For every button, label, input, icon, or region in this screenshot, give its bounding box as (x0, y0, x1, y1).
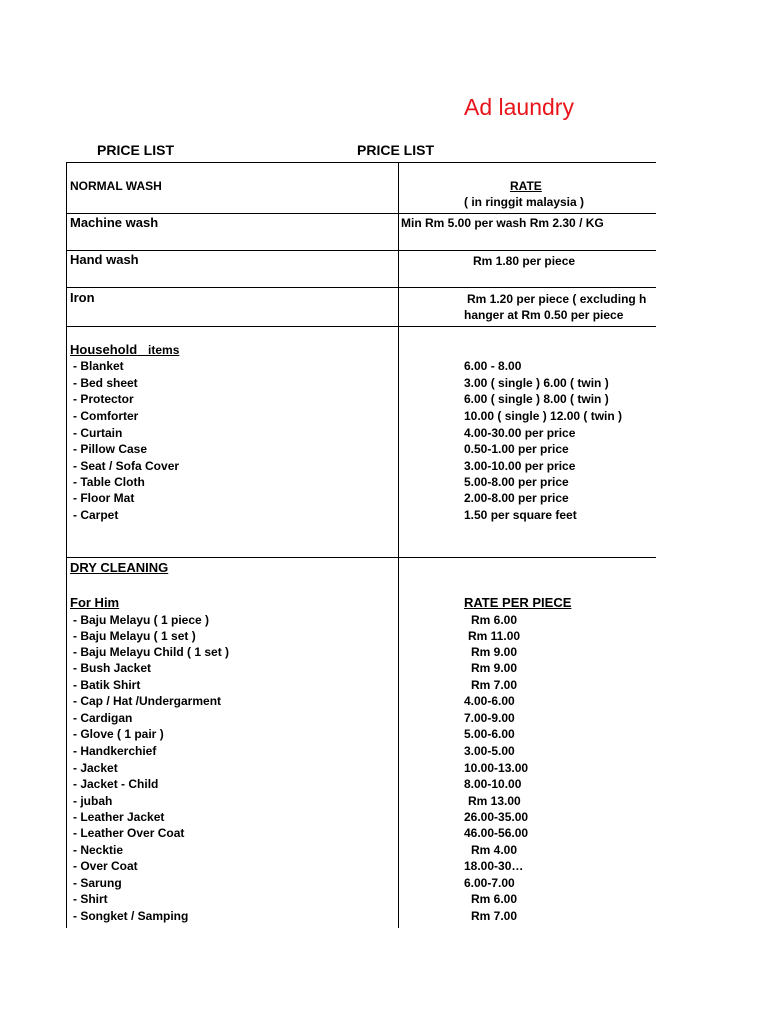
dry-cleaning-item-price: 8.00-10.00 (464, 777, 522, 791)
dry-cleaning-item-price: Rm 7.00 (471, 678, 518, 692)
dry-cleaning-label: DRY CLEANING (70, 560, 169, 575)
dry-cleaning-item-price: Rm 6.00 (471, 613, 518, 627)
household-item-price: 0.50-1.00 per price (464, 442, 569, 456)
price-list-header-left: PRICE LIST (97, 142, 175, 158)
dry-cleaning-item-name: - Sarung (73, 876, 122, 890)
dry-cleaning-item-price: Rm 6.00 (471, 892, 518, 906)
table-top-border (66, 162, 656, 163)
dry-cleaning-item-name: - Baju Melayu ( 1 piece ) (73, 613, 210, 627)
dry-cleaning-item-name: - jubah (73, 794, 113, 808)
table-left-border (66, 162, 67, 928)
dry-cleaning-item-price: Rm 11.00 (468, 629, 521, 643)
household-item-price: 1.50 per square feet (464, 508, 577, 522)
rate-subheader: ( in ringgit malaysia ) (464, 195, 585, 209)
hand-wash-rate: Rm 1.80 per piece (473, 254, 576, 268)
dry-cleaning-item-price: 5.00-6.00 (464, 727, 515, 741)
iron-rate-line2: hanger at Rm 0.50 per piece (464, 308, 624, 322)
normal-wash-label: NORMAL WASH (70, 179, 162, 193)
household-item-name: - Seat / Sofa Cover (73, 459, 180, 473)
row-divider (66, 213, 656, 214)
household-item-price: 6.00 ( single ) 8.00 ( twin ) (464, 392, 609, 406)
row-divider (66, 326, 656, 327)
dry-cleaning-item-name: - Bush Jacket (73, 661, 152, 675)
dry-cleaning-item-price: Rm 9.00 (471, 661, 518, 675)
dry-cleaning-item-name: - Baju Melayu ( 1 set ) (73, 629, 196, 643)
dry-cleaning-item-name: - Necktie (73, 843, 124, 857)
hand-wash-label: Hand wash (70, 252, 139, 267)
household-item-name: - Protector (73, 392, 134, 406)
dry-cleaning-item-price: 3.00-5.00 (464, 744, 515, 758)
household-item-name: - Curtain (73, 426, 123, 440)
household-label-sub: items (148, 343, 180, 357)
iron-label: Iron (70, 290, 95, 305)
household-label-main: Household (70, 342, 138, 357)
household-item-price: 6.00 - 8.00 (464, 359, 522, 373)
dry-cleaning-item-name: - Baju Melayu Child ( 1 set ) (73, 645, 230, 659)
table-column-divider (398, 162, 399, 928)
document-title: Ad laundry (464, 94, 574, 120)
household-item-name: - Blanket (73, 359, 124, 373)
dry-cleaning-item-price: 26.00-35.00 (464, 810, 529, 824)
household-item-name: - Bed sheet (73, 376, 138, 390)
dry-cleaning-item-name: - Leather Over Coat (73, 826, 185, 840)
dry-cleaning-item-name: - Songket / Samping (73, 909, 189, 923)
household-item-price: 5.00-8.00 per price (464, 475, 569, 489)
household-item-price: 10.00 ( single ) 12.00 ( twin ) (464, 409, 623, 423)
dry-cleaning-item-name: - Shirt (73, 892, 108, 906)
iron-rate-line1: Rm 1.20 per piece ( excluding h (467, 292, 647, 306)
household-item-price: 3.00-10.00 per price (464, 459, 576, 473)
dry-cleaning-item-price: 18.00-30… (464, 859, 524, 873)
for-him-label: For Him (70, 595, 120, 610)
dry-cleaning-item-name: - Jacket - Child (73, 777, 159, 791)
price-list-header-right: PRICE LIST (357, 142, 435, 158)
dry-cleaning-item-price: 10.00-13.00 (464, 761, 529, 775)
rate-per-piece-header: RATE PER PIECE (464, 595, 572, 610)
household-label (70, 342, 179, 357)
dry-cleaning-item-price: Rm 7.00 (471, 909, 518, 923)
dry-cleaning-item-name: - Cardigan (73, 711, 133, 725)
machine-wash-rate: Min Rm 5.00 per wash Rm 2.30 / KG (401, 216, 604, 230)
household-item-price: 4.00-30.00 per price (464, 426, 576, 440)
dry-cleaning-item-price: 7.00-9.00 (464, 711, 515, 725)
dry-cleaning-item-name: - Batik Shirt (73, 678, 141, 692)
dry-cleaning-item-price: Rm 13.00 (468, 794, 521, 808)
dry-cleaning-item-price: Rm 9.00 (471, 645, 518, 659)
dry-cleaning-item-name: - Glove ( 1 pair ) (73, 727, 164, 741)
household-item-price: 2.00-8.00 per price (464, 491, 569, 505)
dry-cleaning-item-price: 6.00-7.00 (464, 876, 515, 890)
machine-wash-label: Machine wash (70, 215, 159, 230)
row-divider (66, 250, 656, 251)
dry-cleaning-item-name: - Leather Jacket (73, 810, 165, 824)
dry-cleaning-item-price: Rm 4.00 (471, 843, 518, 857)
row-divider (66, 287, 656, 288)
row-divider (66, 557, 656, 558)
dry-cleaning-item-name: - Over Coat (73, 859, 138, 873)
household-item-price: 3.00 ( single ) 6.00 ( twin ) (464, 376, 609, 390)
rate-header: RATE (510, 179, 542, 193)
household-item-name: - Comforter (73, 409, 139, 423)
household-item-name: - Pillow Case (73, 442, 148, 456)
dry-cleaning-item-name: - Cap / Hat /Undergarment (73, 694, 222, 708)
dry-cleaning-item-price: 4.00-6.00 (464, 694, 515, 708)
dry-cleaning-item-name: - Handkerchief (73, 744, 157, 758)
household-item-name: - Table Cloth (73, 475, 145, 489)
household-item-name: - Carpet (73, 508, 119, 522)
dry-cleaning-item-price: 46.00-56.00 (464, 826, 529, 840)
household-item-name: - Floor Mat (73, 491, 135, 505)
dry-cleaning-item-name: - Jacket (73, 761, 118, 775)
